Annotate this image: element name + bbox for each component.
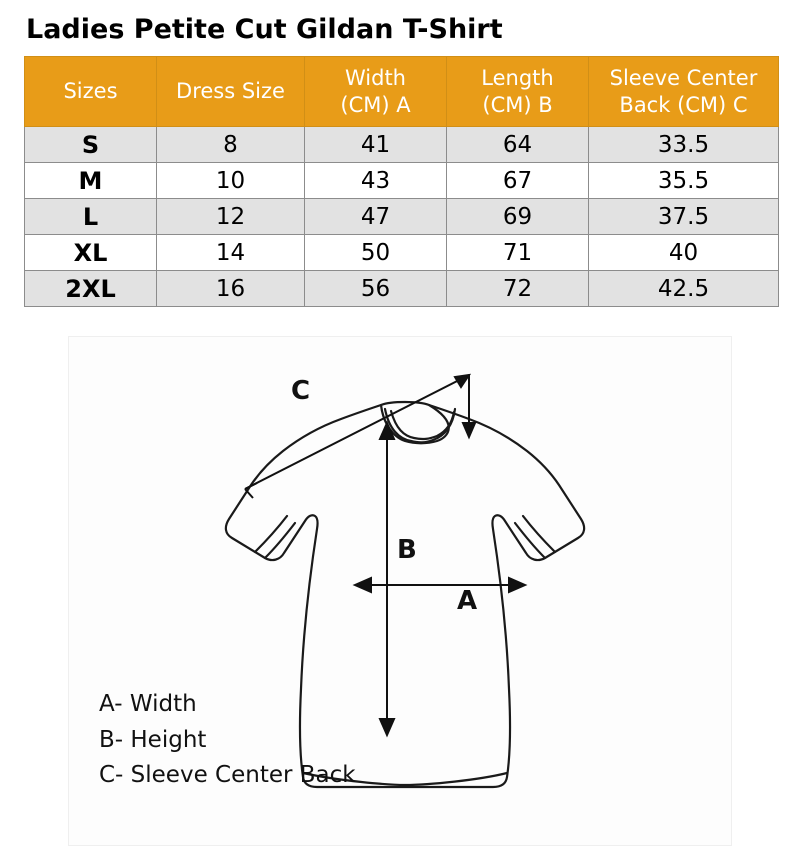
- cell-width: 41: [305, 127, 447, 163]
- page-title: Ladies Petite Cut Gildan T-Shirt: [26, 14, 503, 45]
- cell-size: XL: [25, 235, 157, 271]
- table-row: [25, 199, 779, 235]
- measure-line-b: [380, 423, 394, 735]
- column-header-dress-size: [157, 57, 305, 127]
- column-header-dress-size-line1: Dress Size: [176, 79, 285, 104]
- cell-size: L: [25, 199, 157, 235]
- cell-length: 67: [447, 163, 589, 199]
- cell-dress-size: 10: [157, 163, 305, 199]
- column-header-sleeve-center-back: [589, 57, 779, 127]
- label-b: B: [397, 535, 417, 565]
- legend-item-width: A- Width: [99, 691, 197, 717]
- cell-size: M: [25, 163, 157, 199]
- cell-width: 43: [305, 163, 447, 199]
- column-header-sleeve-line1: Sleeve Center: [609, 66, 758, 91]
- column-header-width-line1: Width: [344, 66, 406, 91]
- cell-length: 69: [447, 199, 589, 235]
- column-header-sizes: [25, 57, 157, 127]
- cell-width: 56: [305, 271, 447, 307]
- cell-dress-size: 16: [157, 271, 305, 307]
- diagram-legend: [99, 687, 356, 794]
- table-header-row: [25, 57, 779, 127]
- legend-item-height: B- Height: [99, 726, 207, 753]
- legend-item-sleeve: C- Sleeve Center Back: [99, 762, 356, 789]
- cell-width: 47: [305, 199, 447, 235]
- cell-sleeve-center-back: 33.5: [589, 127, 779, 163]
- column-header-sleeve-line2: Back (CM) C: [619, 92, 748, 117]
- column-header-width-line2: (CM) A: [340, 92, 411, 117]
- column-header-width: [305, 57, 447, 127]
- label-c: C: [291, 376, 311, 406]
- table-body: [25, 127, 779, 307]
- table-row: [25, 235, 779, 271]
- cell-dress-size: 8: [157, 127, 305, 163]
- size-table: [24, 56, 779, 307]
- column-header-length-line1: Length: [481, 66, 554, 91]
- cell-sleeve-center-back: 35.5: [589, 163, 779, 199]
- cell-length: 64: [447, 127, 589, 163]
- table-row: [25, 271, 779, 307]
- cell-sleeve-center-back: 42.5: [589, 271, 779, 307]
- column-header-length: [447, 57, 589, 127]
- column-header-sizes-line1: Sizes: [63, 79, 118, 104]
- table-row: [25, 163, 779, 199]
- table-row: [25, 127, 779, 163]
- cell-size: S: [25, 127, 157, 163]
- label-a: A: [457, 586, 478, 616]
- cell-dress-size: 12: [157, 199, 305, 235]
- cell-sleeve-center-back: 40: [589, 235, 779, 271]
- cell-width: 50: [305, 235, 447, 271]
- cell-length: 71: [447, 235, 589, 271]
- column-header-length-line2: (CM) B: [482, 92, 553, 117]
- cell-dress-size: 14: [157, 235, 305, 271]
- table-header: [25, 57, 779, 127]
- cell-length: 72: [447, 271, 589, 307]
- tshirt-diagram-panel: [68, 336, 732, 846]
- cell-size: 2XL: [25, 271, 157, 307]
- cell-sleeve-center-back: 37.5: [589, 199, 779, 235]
